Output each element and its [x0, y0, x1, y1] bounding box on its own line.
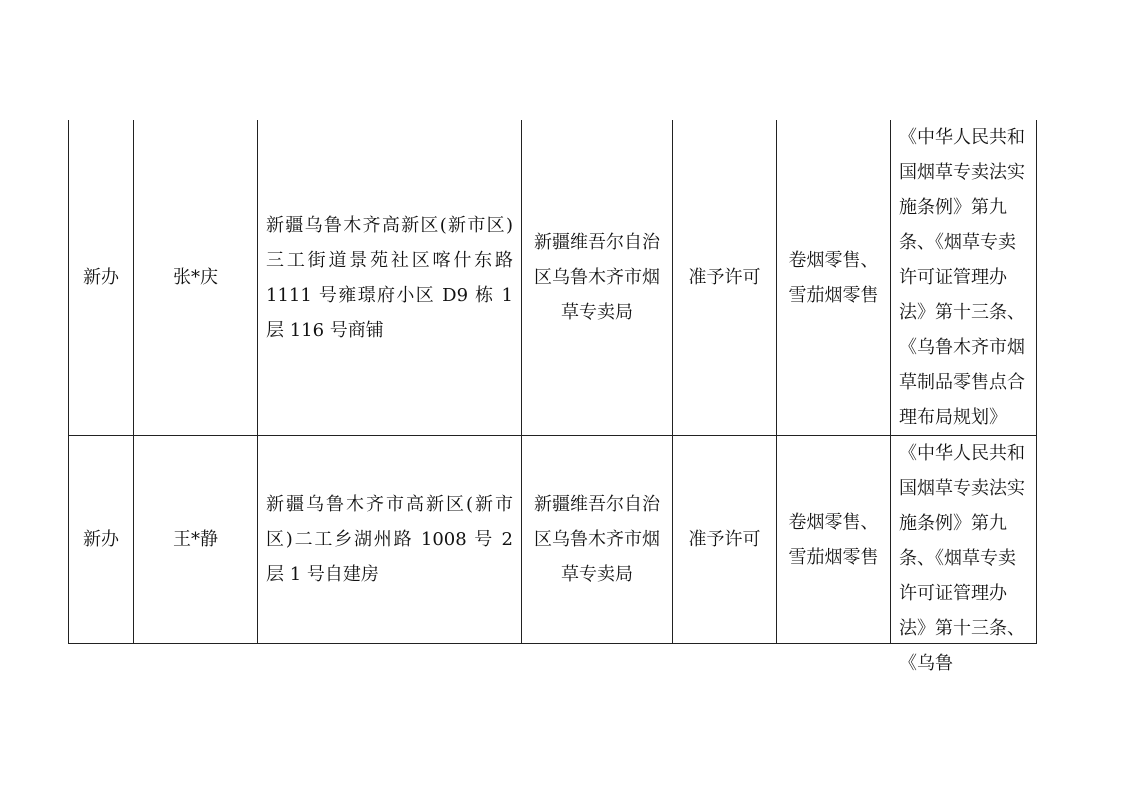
authority-cell: 新疆维吾尔自治区乌鲁木齐市烟草专卖局: [522, 120, 673, 436]
decision-cell: 准予许可: [673, 436, 777, 644]
address-cell: 新疆乌鲁木齐高新区(新市区)三工街道景苑社区喀什东路 1111 号雍璟府小区 D9 栋 1 层 116 号商铺: [258, 120, 522, 436]
legal-basis-cell: 《中华人民共和国烟草专卖法实施条例》第九条、《烟草专卖许可证管理办法》第十三条、《乌鲁木齐市烟草制品零售点合理布局规划》: [891, 120, 1037, 436]
address-cell: 新疆乌鲁木齐市高新区(新市区)二工乡湖州路 1008 号 2 层 1 号自建房: [258, 436, 522, 644]
legal-basis-text: 《中华人民共和国烟草专卖法实施条例》第九条、《烟草专卖许可证管理办法》第十三条、《乌鲁: [899, 443, 1025, 674]
license-records-table: [68, 120, 1037, 674]
type-cell: 新办: [69, 436, 134, 644]
scope-cell: 卷烟零售、雪茄烟零售: [777, 120, 891, 436]
type-cell: 新办: [69, 120, 134, 436]
name-cell: 张*庆: [134, 120, 258, 436]
table-row: [69, 120, 1037, 436]
scope-cell: 卷烟零售、雪茄烟零售: [777, 436, 891, 644]
name-cell: 王*静: [134, 436, 258, 644]
table-row: [69, 436, 1037, 644]
authority-cell: 新疆维吾尔自治区乌鲁木齐市烟草专卖局: [522, 436, 673, 644]
decision-cell: 准予许可: [673, 120, 777, 436]
legal-basis-cell: [891, 436, 1037, 674]
